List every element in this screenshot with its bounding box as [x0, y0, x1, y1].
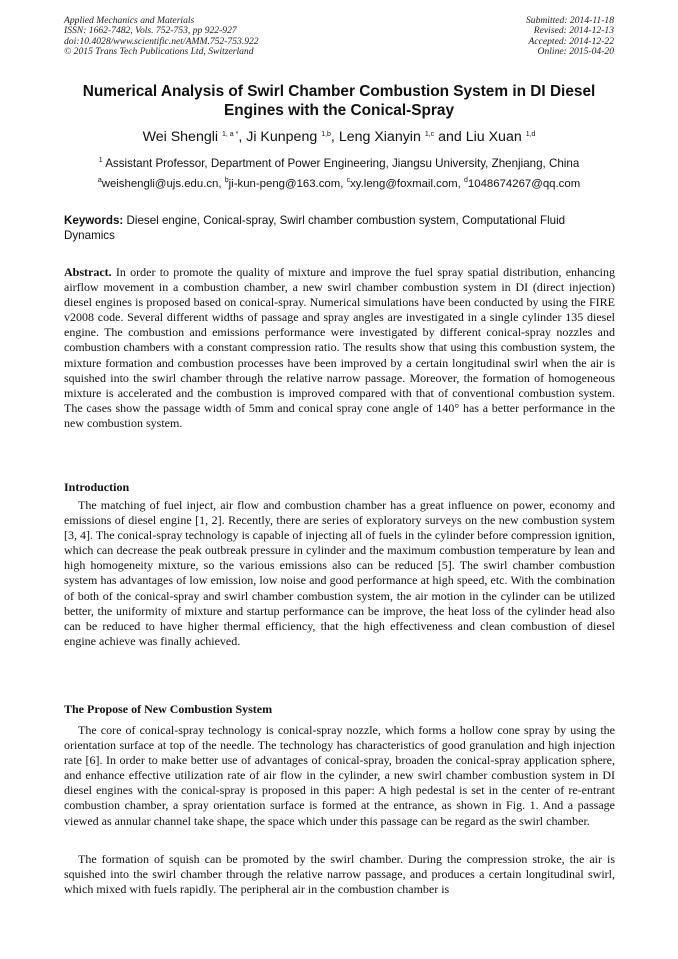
propose-paragraph-2: The formation of squish can be promoted by the swirl chamber. During the compression stroke, the air is squished into the swirl chamber through the relative narrow passage, and produces a certain longitudinal swirl, which mixed with fuels rapidly. The peripheral air in the combustion chamber is [64, 852, 615, 897]
section-heading-propose: The Propose of New Combustion System [64, 702, 273, 716]
abstract-text: In order to promote the quality of mixture and improve the fuel spray spatial distribution, enhancing airflow movement in a combustion chamber, a new swirl chamber combustion system in DI (direct injection) diesel engines is proposed based on conical-spray. Numerical simulations have been conducted by using the FIRE v2008 code. Several different widths of passage and spray angles are investigated in a single cylinder 135 diesel engine. The combustion and emissions performance were investigated by different conical-spray nozzles and combustion chambers with a constant compression ratio. The results show that using this combustion system, the mixture formation and combustion processes have been improved by a certain longitudinal swirl when the air is squished into the swirl chamber through the relative narrow passage. Moreover, the formation of homogeneous mixture is accelerated and the combustion is improved compared with that of conventional combustion system. The cases show the passage width of 5mm and conical spray cone angle of 140° has a better performance in the new combustion system. [64, 265, 616, 430]
doi-line: doi:10.4028/www.scientific.net/AMM.752-753.922 [64, 35, 259, 47]
revised-date: Revised: 2014-12-13 [533, 25, 614, 37]
journal-header-left [64, 16, 259, 57]
introduction-paragraph: The matching of fuel inject, air flow and combustion chamber has a great influence on power, economy and emissions of diesel engine [1, 2]. Recently, there are series of exploratory surveys on the new combustion system [3, 4]. The conical-spray technology is capable of injecting all of fuels in the cylinder before compression ignition, which can decrease the peak outbreak pressure in cylinder and the maximum combustion temperature by lean and high homogeneity mixture, so the various emissions also can be reduced [5]. The swirl chamber combustion system has advantages of low emission, low noise and good performance at high speed, etc. With the combination of both of the conical-spray and swirl chamber combustion system, the air motion in the cylinder can be utilized better, the uniformity of mixture and startup performance can be improve, the heat loss of the cylinder head also can be reduced to have higher thermal efficiency, that the high effectiveness and clean combustion of diesel engine achieve was finally achieved. [64, 498, 615, 648]
keywords-text: Diesel engine, Conical-spray, Swirl chamber combustion system, Computational Fluid Dynamics [64, 214, 566, 242]
email-mark: a [97, 177, 102, 184]
author-name: Liu Xuan [465, 129, 522, 145]
author-name: Wei Shengli [142, 129, 219, 145]
email-mark: d [464, 177, 468, 184]
section-heading-introduction: Introduction [64, 480, 130, 494]
issn-line: ISSN: 1662-7482, Vols. 752-753, pp 922-927 [64, 25, 237, 37]
email-mark: c [346, 177, 351, 184]
keywords [64, 214, 616, 243]
online-date: Online: 2015-04-20 [537, 45, 614, 57]
author-separator: and [434, 129, 466, 145]
author-separator: , [330, 129, 339, 145]
affiliation-mark: 1 [98, 157, 103, 164]
author-separator: , [238, 129, 247, 145]
journal-header-right [526, 16, 614, 57]
email-address: xy.leng@foxmail.com, [350, 178, 461, 190]
author-affil-mark: 1, a * [221, 131, 239, 138]
abstract-label: Abstract. [64, 265, 112, 279]
paper-title: Numerical Analysis of Swirl Chamber Combustion System in DI Diesel Engines with the Conical-Spray [82, 83, 596, 119]
author-affil-mark: 1,d [525, 131, 536, 138]
keywords-label: Keywords: [64, 214, 124, 227]
email-address: 1048674267@qq.com [467, 178, 581, 190]
author-affil-mark: 1,b [321, 131, 331, 138]
submitted-date: Submitted: 2014-11-18 [525, 15, 614, 26]
author-list [40, 129, 638, 145]
email-mark: b [224, 177, 229, 184]
affiliation [40, 157, 638, 170]
journal-name: Applied Mechanics and Materials [64, 15, 195, 26]
author-affil-mark: 1,c [424, 131, 435, 138]
accepted-date: Accepted: 2014-12-22 [528, 35, 614, 47]
copyright-line: © 2015 Trans Tech Publications Ltd, Switzerland [64, 45, 254, 57]
email-list [30, 178, 648, 190]
author-name: Leng Xianyin [338, 129, 421, 145]
email-address: ji-kun-peng@163.com, [228, 178, 344, 190]
email-address: weishengli@ujs.edu.cn, [101, 178, 222, 190]
author-name: Ji Kunpeng [246, 129, 318, 145]
propose-paragraph-1: The core of conical-spray technology is conical-spray nozzle, which forms a hollow cone spray by using the orientation surface at top of the needle. The technology has characteristics of good granulation and high injection rate [6]. In order to make better use of advantages of conical-spray, broaden the conical-spray application sphere, and enhance effective utilization rate of air flow in the cylinder, a new swirl chamber combustion system in DI diesel engines with the conical-spray is proposed in this paper: A high pedestal is set in the center of re-entrant combustion chamber, a spray orientation surface is formed at the entrance, as shown in Fig. 1. And a passage viewed as annular channel take shape, the space which under this passage can be regard as the swirl chamber. [64, 723, 615, 828]
affiliation-text: Assistant Professor, Department of Power Engineering, Jiangsu University, Zhenjiang, China [105, 157, 580, 170]
abstract [64, 265, 615, 431]
